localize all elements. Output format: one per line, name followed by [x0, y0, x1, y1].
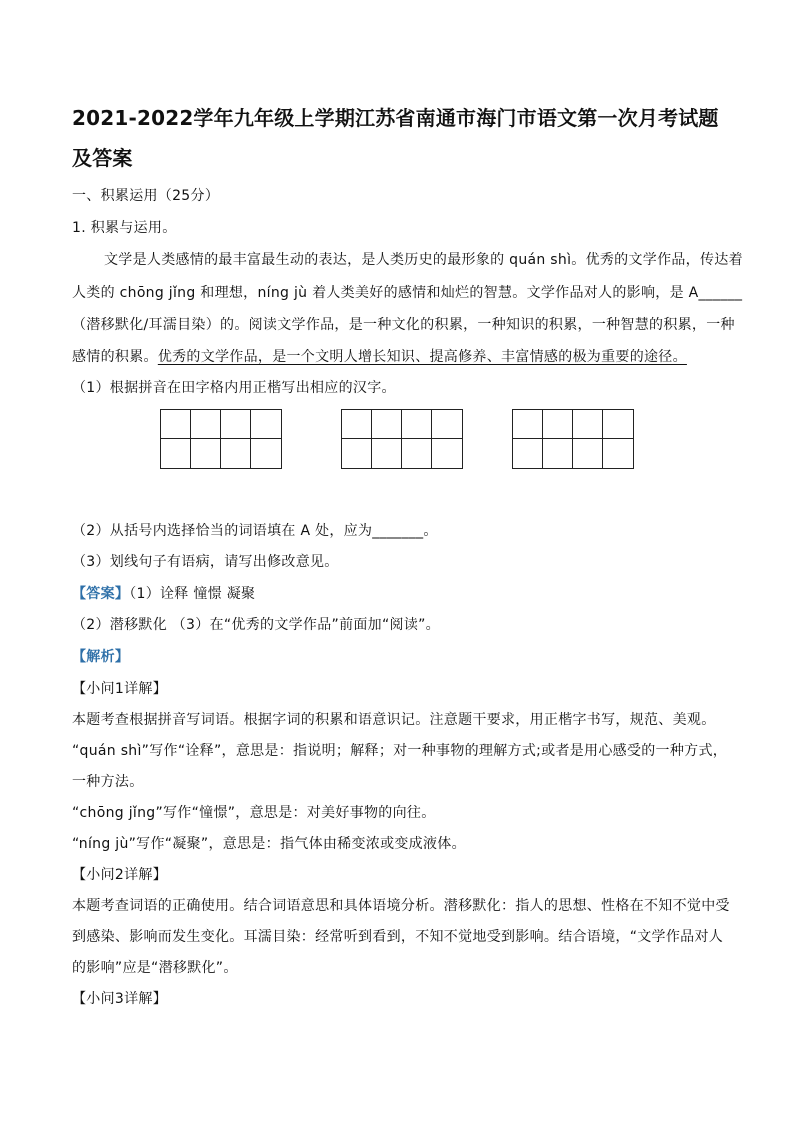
detail1-line-5: “níng jù”写作“凝聚”，意思是：指气体由稀变浓或变成液体。 — [72, 836, 466, 852]
passage-line-4 — [72, 346, 687, 366]
detail2-heading: 【小问2详解】 — [72, 867, 168, 883]
tianzige-grid-2[interactable] — [341, 409, 463, 469]
answer-text-1: （1）诠释 憧憬 凝聚 — [129, 586, 256, 602]
subquestion-1: （1）根据拼音在田字格内用正楷写出相应的汉字。 — [72, 380, 396, 396]
detail1-line-4: “chōng jǐng”写作“憧憬”，意思是：对美好事物的向往。 — [72, 805, 436, 821]
detail2-line-3: 的影响”应是“潜移默化”。 — [72, 960, 238, 976]
detail1-line-2: “quán shì”写作“诠释”，意思是：指说明；解释；对一种事物的理解方式;或者是用心感受的一种方式， — [72, 743, 728, 759]
document-title: 2021-2022学年九年级上学期江苏省南通市海门市语文第一次月考试题及答案 — [72, 106, 719, 170]
passage-line-1: 文学是人类感情的最丰富最生动的表达，是人类历史的最形象的 quán shì。优秀的文学作品，传达着 — [104, 252, 743, 268]
detail2-line-2: 到感染、影响而发生变化。耳濡目染：经常听到看到，不知不觉地受到影响。结合语境，“文学作品对人 — [72, 929, 724, 945]
tianzige-grid-3[interactable] — [512, 409, 634, 469]
detail1-heading: 【小问1详解】 — [72, 681, 168, 697]
tianzige-grid-1[interactable] — [160, 409, 282, 469]
subquestion-2: （2）从括号内选择恰当的词语填在 A 处，应为_______。 — [72, 523, 438, 539]
subquestion-3: （3）划线句子有语病，请写出修改意见。 — [72, 554, 339, 570]
detail3-heading: 【小问3详解】 — [72, 991, 168, 1007]
answer-line-2: （2）潜移默化 （3）在“优秀的文学作品”前面加“阅读”。 — [72, 617, 440, 633]
section-heading: 一、积累运用（25分） — [72, 188, 220, 204]
detail1-line-3: 一种方法。 — [72, 774, 144, 790]
answer-tag: 【答案】 — [72, 586, 130, 602]
detail2-line-1: 本题考查词语的正确使用。结合词语意思和具体语境分析。潜移默化：指人的思想、性格在不知不觉中受 — [72, 898, 730, 914]
tianzige-grids — [0, 409, 794, 471]
question-heading: 1. 积累与运用。 — [72, 220, 177, 236]
analysis-tag: 【解析】 — [72, 649, 130, 665]
passage-line-4-plain: 感情的积累。 — [72, 349, 158, 365]
passage-line-3: （潜移默化/耳濡目染）的。阅读文学作品，是一种文化的积累，一种知识的积累，一种智慧的积累，一种 — [72, 317, 735, 333]
underlined-sentence: 优秀的文学作品，是一个文明人增长知识、提高修养、丰富情感的极为重要的途径。 — [157, 349, 687, 365]
answer-line-1 — [72, 583, 255, 603]
detail1-line-1: 本题考查根据拼音写词语。根据字词的积累和语意识记。注意题干要求，用正楷字书写，规范、美观。 — [72, 712, 716, 728]
passage-line-2: 人类的 chōng jǐng 和理想，níng jù 着人类美好的感情和灿烂的智慧。文学作品对人的影响，是 A______ — [72, 285, 743, 301]
